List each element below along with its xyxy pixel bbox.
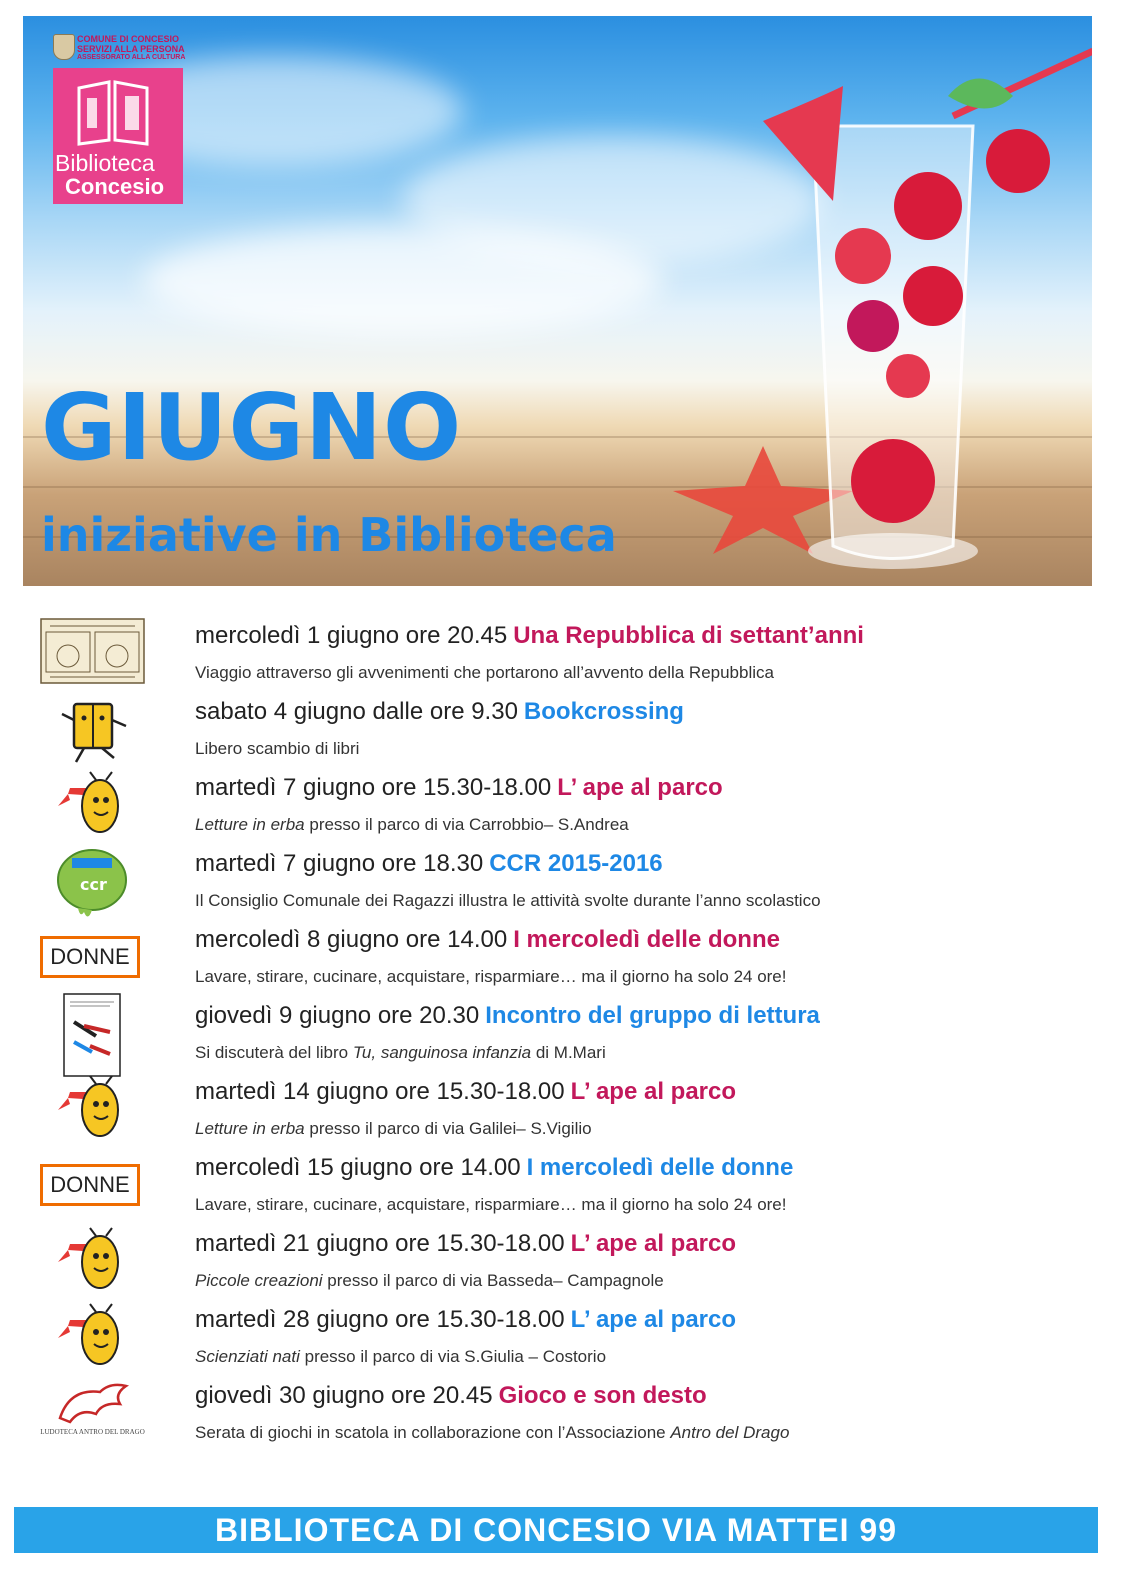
event-title: Gioco e son desto [498,1382,707,1409]
event-description [195,663,774,683]
bee-icon [40,770,145,836]
event-description-emphasis: Antro del Drago [670,1423,790,1442]
logo-word-concesio: Concesio [65,174,165,199]
library-logo [53,34,186,204]
bee-icon [40,1302,145,1368]
event-row [0,774,1122,850]
event-description-emphasis: Piccole creazioni [195,1271,323,1290]
event-datetime: giovedì 9 giugno ore 20.30 [195,1002,480,1029]
event-description [195,1271,664,1291]
event-description-text: Lavare, stirare, cucinare, acquistare, risparmiare… ma il giorno ha solo 24 ore! [195,967,787,986]
event-heading [195,850,663,878]
event-row [0,1002,1122,1078]
org-office: ASSESSORATO ALLA CULTURA [77,54,186,61]
event-heading [195,1002,820,1030]
event-row [0,926,1122,1002]
event-heading [195,1230,736,1258]
donne-label-icon: DONNE [40,922,145,988]
event-heading [195,1382,707,1410]
running-book-icon [40,694,145,760]
event-heading [195,698,684,726]
event-row [0,1078,1122,1154]
event-datetime: sabato 4 giugno dalle ore 9.30 [195,698,518,725]
event-datetime: martedì 28 giugno ore 15.30-18.00 [195,1306,565,1333]
event-description-emphasis: Letture in erba [195,1119,305,1138]
event-heading [195,1306,736,1334]
event-description [195,1347,606,1367]
event-description-text: presso il parco di via Basseda– Campagnole [322,1271,664,1290]
event-description-text: Si discuterà del libro [195,1043,353,1062]
event-heading [195,774,723,802]
event-title: Incontro del gruppo di lettura [485,1002,820,1029]
event-datetime: mercoledì 15 giugno ore 14.00 [195,1154,521,1181]
town-crest-icon [53,34,75,60]
logo-box [53,68,183,204]
event-title: L’ ape al parco [570,1306,737,1333]
strawberry-drink-illustration [703,26,1092,586]
hero-banner [23,16,1092,586]
ccr-logo-icon [40,846,145,912]
event-datetime: martedì 21 giugno ore 15.30-18.00 [195,1230,565,1257]
bee-icon [40,1074,145,1140]
event-description [195,891,821,911]
event-title: Una Repubblica di settant’anni [513,622,864,649]
event-datetime: martedì 7 giugno ore 18.30 [195,850,484,877]
event-description-text: Il Consiglio Comunale dei Ragazzi illustra le attività svolte durante l’anno scolastico [195,891,821,910]
event-title: Bookcrossing [523,698,684,725]
event-row [0,850,1122,926]
event-description-text: presso il parco di via Carrobbio– S.Andrea [304,815,629,834]
event-title: L’ ape al parco [557,774,723,801]
book-cover-icon [40,998,145,1064]
event-row [0,1154,1122,1230]
event-description [195,1423,789,1443]
event-datetime: mercoledì 8 giugno ore 14.00 [195,926,508,953]
event-heading [195,1078,736,1106]
event-datetime: mercoledì 1 giugno ore 20.45 [195,622,508,649]
logo-word-biblioteca: Biblioteca [55,150,155,176]
event-title: L’ ape al parco [570,1078,737,1105]
event-description-text: Lavare, stirare, cucinare, acquistare, risparmiare… ma il giorno ha solo 24 ore! [195,1195,787,1214]
event-description-text: Libero scambio di libri [195,739,360,758]
event-row [0,1382,1122,1458]
event-description [195,815,629,835]
event-heading [195,926,780,954]
referendum-ballot-icon [40,618,145,684]
page-title: GIUGNO [41,374,463,481]
event-row [0,1230,1122,1306]
event-datetime: martedì 7 giugno ore 15.30-18.00 [195,774,552,801]
event-description-emphasis: Letture in erba [195,815,305,834]
event-description [195,967,787,987]
page-subtitle: iniziative in Biblioteca [41,508,617,562]
event-row [0,1306,1122,1382]
dragon-logo-icon: LUDOTECA ANTRO DEL DRAGO [40,1378,145,1444]
event-description [195,1119,592,1139]
donne-label-icon: DONNE [40,1150,145,1216]
event-title: L’ ape al parco [570,1230,737,1257]
event-description-emphasis: Scienziati nati [195,1347,300,1366]
event-description [195,1195,787,1215]
event-description-text: presso il parco di via Galilei– S.Vigilio [304,1119,592,1138]
org-department: SERVIZI ALLA PERSONA [77,44,185,54]
event-description-text: di M.Mari [531,1043,606,1062]
event-description-text: Viaggio attraverso gli avvenimenti che portarono all’avvento della Repubblica [195,663,774,682]
footer-address: BIBLIOTECA DI CONCESIO VIA MATTEI 99 [215,1511,897,1548]
footer-banner [14,1507,1098,1553]
event-title: CCR 2015-2016 [489,850,663,877]
event-row [0,698,1122,774]
event-row [0,622,1122,698]
org-name: COMUNE DI CONCESIO [77,34,180,44]
cloud [143,226,663,336]
event-description-text: Serata di giochi in scatola in collaborazione con l’Associazione [195,1423,671,1442]
open-book-icon [73,78,153,146]
bee-icon [40,1226,145,1292]
event-title: I mercoledì delle donne [513,926,780,953]
event-description [195,739,359,759]
event-heading [195,1154,793,1182]
event-heading [195,622,864,650]
event-datetime: martedì 14 giugno ore 15.30-18.00 [195,1078,565,1105]
svg-text:ccr: ccr [80,875,107,894]
event-datetime: giovedì 30 giugno ore 20.45 [195,1382,493,1409]
event-title: I mercoledì delle donne [526,1154,794,1181]
event-description-emphasis: Tu, sanguinosa infanzia [352,1043,532,1062]
event-description [195,1043,606,1063]
event-list [0,622,1122,1458]
event-description-text: presso il parco di via S.Giulia – Costorio [299,1347,607,1366]
